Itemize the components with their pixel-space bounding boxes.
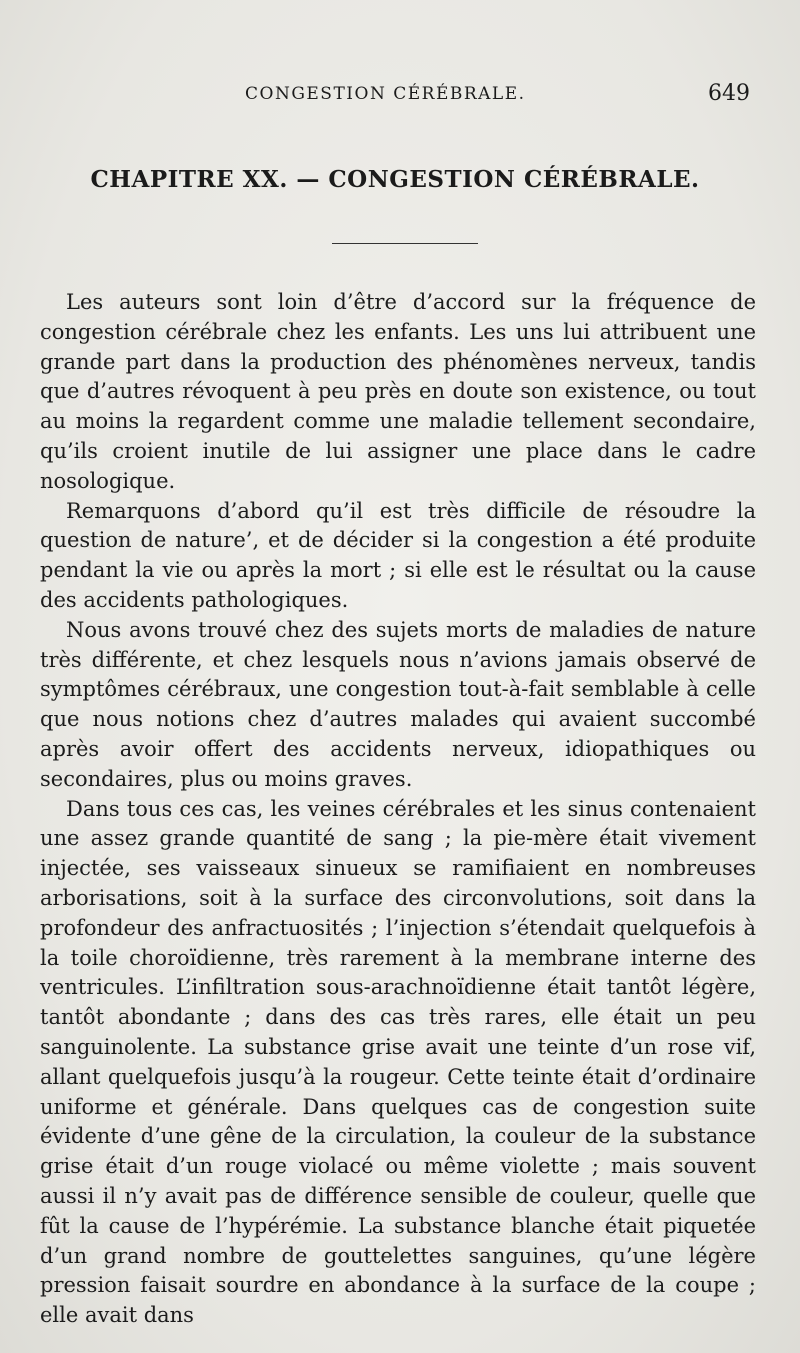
paragraph: Nous avons trouvé chez des sujets morts de maladies de nature très différente, et chez lesquels nous n’avions jamais observé de symptômes cérébraux, une congestion tout-à-fait semblable à celle que nous notions chez d’autres malades qui avaient succombé après avoir offert des accidents nerveux, idiopathiques ou secondaires, plus ou moins graves. [40,617,756,791]
body-text [40,288,756,1331]
paragraph: Remarquons d’abord qu’il est très difficile de résoudre la question de nature’, et de décider si la congestion a été produite pendant la vie ou après la mort ; si elle est le résultat ou la cause des accidents pathologiques. [40,498,756,612]
running-head [40,81,750,114]
running-title: CONGESTION CÉRÉBRALE. [245,84,526,104]
paragraph: Les auteurs sont loin d’être d’accord sur la fréquence de congestion cérébrale chez les enfants. Les uns lui attribuent une grande part dans la production des phénomènes nerveux, tandis que d’autres révoquent à peu près en doute son existence, ou tout au moins la regardent comme une maladie tellement secondaire, qu’ils croient inutile de lui assigner une place dans le cadre nosologique. [40,290,756,493]
title-rule [332,243,478,244]
paragraph: Dans tous ces cas, les veines cérébrales et les sinus contenaient une assez grande quantité de sang ; la pie-mère était vivement injectée, ses vaisseaux sinueux se ramifiaient en nombreuses arborisations, soit à la surface des circonvolutions, soit dans la profondeur des anfractuosités ; l’injection s’étendait quelquefois à la toile choroïdienne, très rarement à la membrane interne des ventricules. L’infiltration sous-arachnoïdienne était tantôt légère, tantôt abondante ; dans des cas très rares, elle était un peu sanguinolente. La substance grise avait une teinte d’un rose vif, allant quelquefois jusqu’à la rougeur. Cette teinte était d’ordinaire uniforme et générale. Dans quelques cas de congestion suite évidente d’une gêne de la circulation, la couleur de la substance grise était d’un rouge violacé ou même violette ; mais souvent aussi il n’y avait pas de différence sensible de couleur, quelle que fût la cause de l’hypérémie. La substance blanche était piquetée d’un grand nombre de gouttelettes sanguines, qu’une légère pression faisait sourdre en abondance à la surface de la coupe ; elle avait dans [40,796,756,1328]
chapter-title: CHAPITRE XX. — CONGESTION CÉRÉBRALE. [90,166,700,193]
page-number: 649 [708,81,750,106]
